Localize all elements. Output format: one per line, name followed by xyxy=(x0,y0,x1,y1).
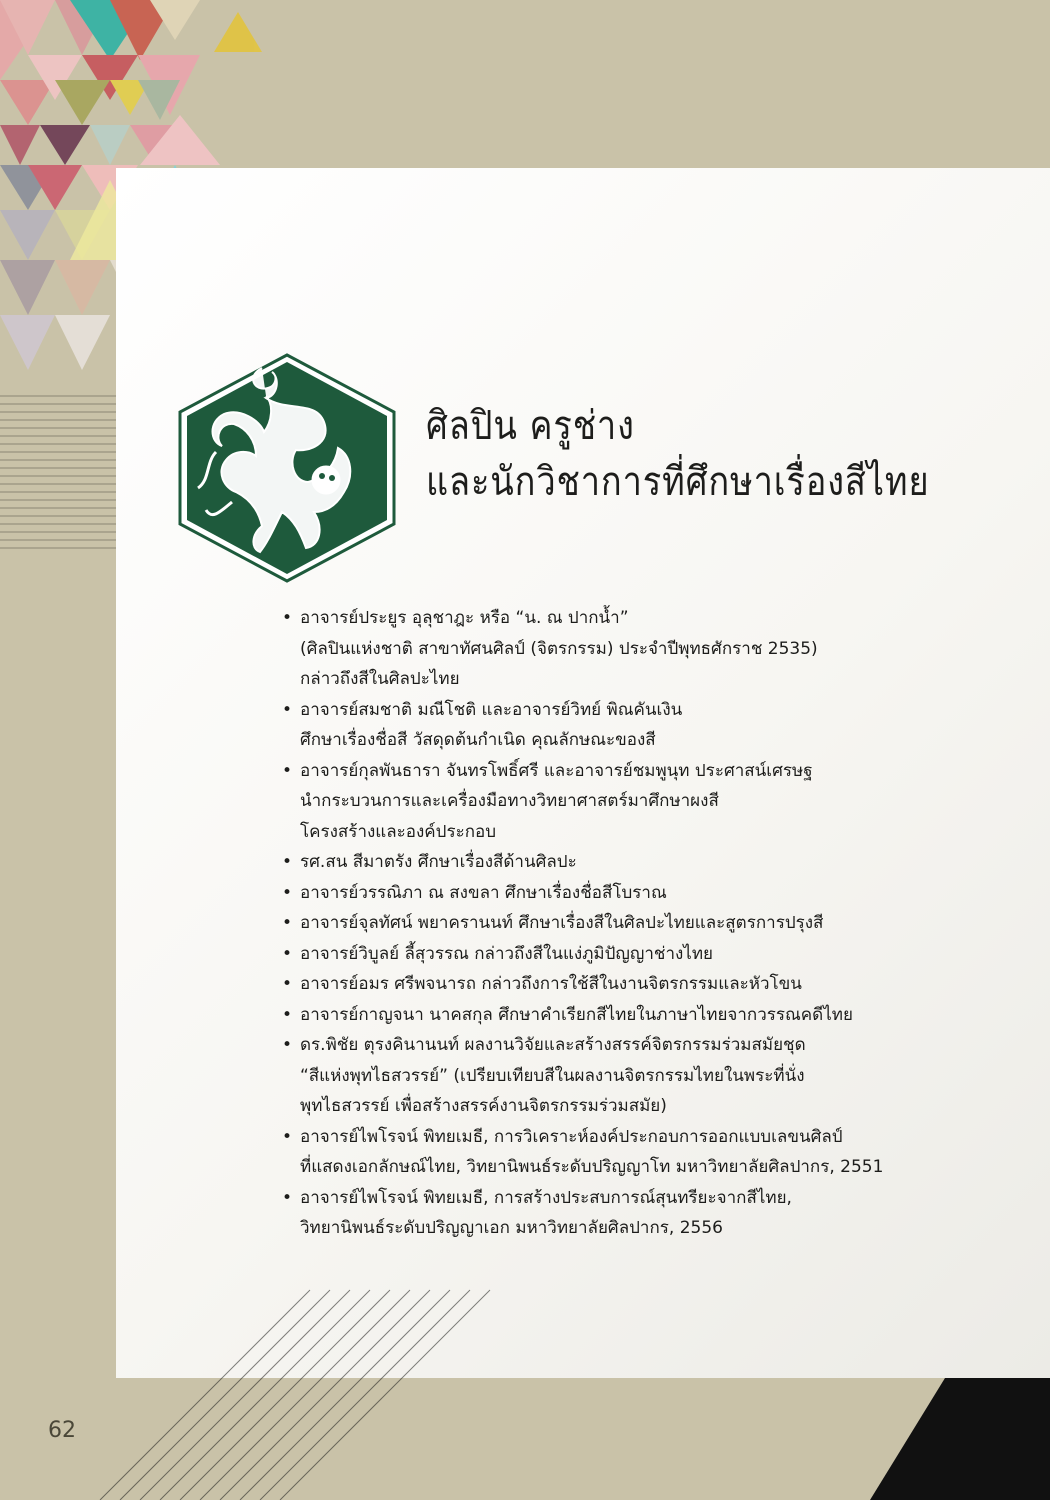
list-item xyxy=(282,908,982,939)
list-item xyxy=(282,847,982,878)
list-item-line: ศึกษาเรื่องชื่อสี วัสดุดต้นกำเนิด คุณลักษณะของสี xyxy=(300,730,656,750)
mythical-creature-emblem-icon xyxy=(176,352,398,584)
list-item-line: โครงสร้างและองค์ประกอบ xyxy=(300,821,497,842)
list-item-line: • อาจารย์อมร ศรีพจนารถ กล่าวถึงการใช้สีในงานจิตรกรรมและหัวโขน xyxy=(300,974,802,994)
list-item-line: • อาจารย์ไพโรจน์ พิทยเมธี, การวิเคราะห์องค์ประกอบการออกแบบเลขนศิลป์ xyxy=(300,1126,843,1147)
list-item-line: วิทยานิพนธ์ระดับปริญญาเอก มหาวิทยาลัยศิลปากร, 2556 xyxy=(300,1218,723,1238)
title-line-2: และนักวิชาการที่ศึกษาเรื่องสีไทย xyxy=(426,459,930,505)
list-item xyxy=(282,878,982,909)
list-item-line: • อาจารย์จุลทัศน์ พยาครานนท์ ศึกษาเรื่องสีในศิลปะไทยและสูตรการปรุงสี xyxy=(300,913,824,933)
scholars-list xyxy=(282,603,982,1244)
list-item-line: • อาจารย์กาญจนา นาคสกุล ศึกษาคำเรียกสีไทยในภาษาไทยจากวรรณคดีไทย xyxy=(300,1004,853,1025)
list-item-line: “สีแห่งพุทไธสวรรย์” (เปรียบเทียบสีในผลงานจิตรกรรมไทยในพระที่นั่ง xyxy=(300,1065,805,1086)
list-item-line: • อาจารย์สมชาติ มณีโชติ และอาจารย์วิทย์ พิณคันเงิน xyxy=(300,699,683,720)
list-item xyxy=(282,1000,982,1031)
list-item-line: • อาจารย์วรรณิภา ณ สงขลา ศึกษาเรื่องชื่อสีโบราณ xyxy=(300,882,667,903)
list-item-line: กล่าวถึงสีในศิลปะไทย xyxy=(300,669,460,689)
list-item xyxy=(282,603,982,695)
black-corner-shape xyxy=(870,1378,1050,1500)
list-item xyxy=(282,1183,982,1244)
page-number: 62 xyxy=(48,1418,76,1443)
list-item xyxy=(282,1122,982,1183)
list-item xyxy=(282,695,982,756)
list-item-line: • อาจารย์วิบูลย์ ลี้สุวรรณ กล่าวถึงสีในแง่ภูมิปัญญาช่างไทย xyxy=(300,943,714,964)
list-item xyxy=(282,969,982,1000)
list-item-line: • ดร.พิชัย ตุรงคินานนท์ ผลงานวิจัยและสร้างสรรค์จิตรกรรมร่วมสมัยชุด xyxy=(300,1035,806,1055)
list-item-line: พุทไธสวรรย์ เพื่อสร้างสรรค์งานจิตรกรรมร่วมสมัย) xyxy=(300,1096,667,1116)
list-item xyxy=(282,1030,982,1122)
list-item-line: • อาจารย์ไพโรจน์ พิทยเมธี, การสร้างประสบการณ์สุนทรียะจากสีไทย, xyxy=(300,1187,792,1208)
list-item-line: ที่แสดงเอกลักษณ์ไทย, วิทยานิพนธ์ระดับปริญญาโท มหาวิทยาลัยศิลปากร, 2551 xyxy=(300,1157,884,1177)
page-title xyxy=(426,398,942,510)
list-item-line: • รศ.สน สีมาตรัง ศึกษาเรื่องสีด้านศิลปะ xyxy=(300,852,577,872)
list-item-line: (ศิลปินแห่งชาติ สาขาทัศนศิลป์ (จิตรกรรม) ประจำปีพุทธศักราช 2535) xyxy=(300,638,818,659)
list-item-line: • อาจารย์กุลพันธารา จันทรโพธิ์ศรี และอาจารย์ชมพูนุท ประศาสน์เศรษฐ xyxy=(300,760,813,781)
list-item xyxy=(282,756,982,848)
title-line-1: ศิลปิน ครูช่าง xyxy=(426,403,635,449)
list-item xyxy=(282,939,982,970)
list-item-line: • อาจารย์ประยูร อุลุชาฎะ หรือ “น. ณ ปากน้ำ” xyxy=(300,608,629,628)
list-item-line: นำกระบวนการและเครื่องมือทางวิทยาศาสตร์มาศึกษาผงสี xyxy=(300,791,719,811)
